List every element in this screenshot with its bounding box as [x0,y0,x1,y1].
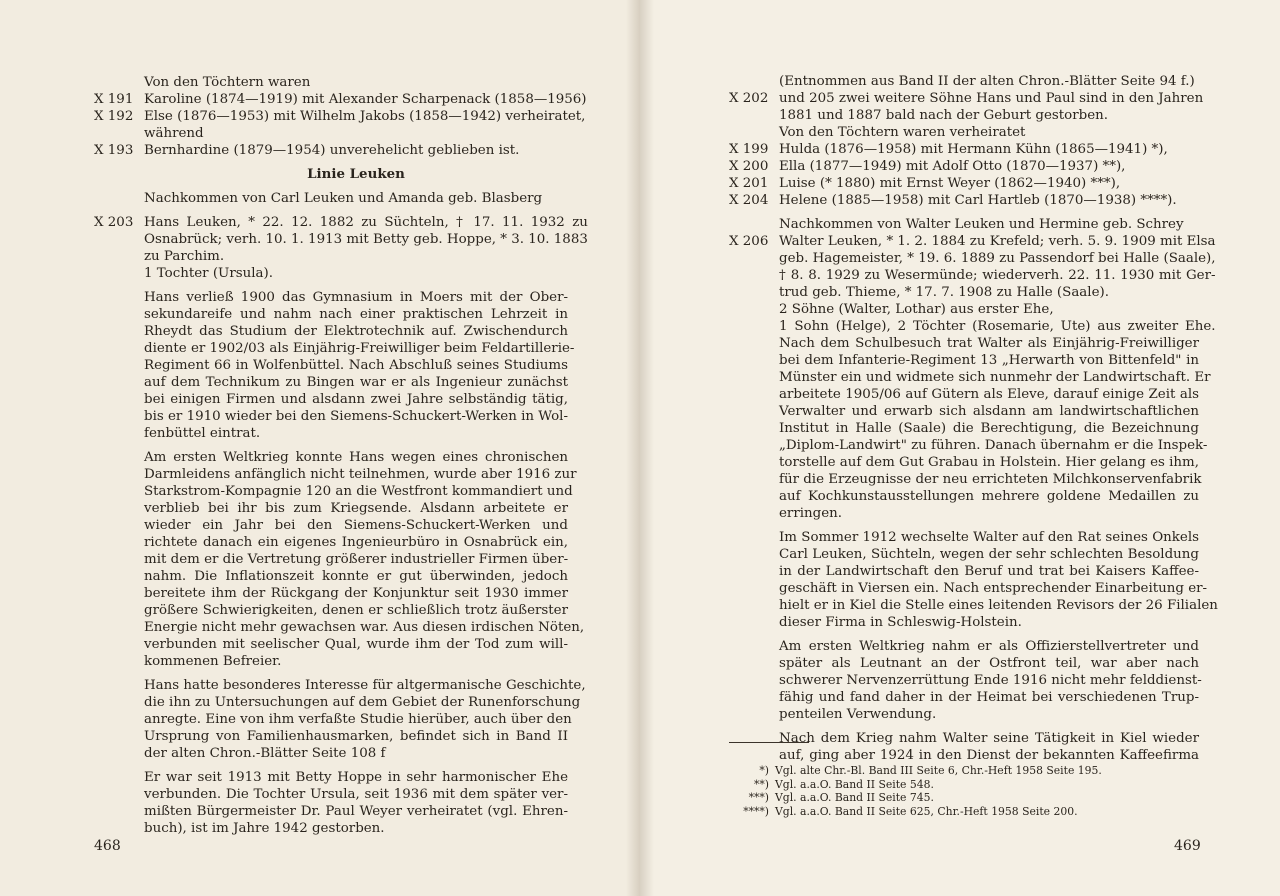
text-line: Hans Leuken, * 22. 12. 1882 zu Süchteln, † 17. 11. 1932 zu [144,215,588,230]
paragraph [779,529,1218,631]
entry-text: Helene (1885—1958) mit Carl Hartleb (1870—1938) ****). [779,193,1177,208]
paragraph [144,289,575,442]
text-line: auf dem Technikum zu Bingen war er als Ingenieur zunächst [144,375,568,390]
text-line: Energie nicht mehr gewachsen war. Aus diesen irdischen Nöten, [144,620,585,635]
text-line: fähig und fand daher in der Heimat bei verschiedenen Trup- [779,690,1199,705]
text-line: Im Sommer 1912 wechselte Walter auf den Rat seines Onkels [779,530,1199,545]
text-line: und 205 zwei weitere Söhne Hans und Paul sind in den Jahren [779,91,1204,106]
footnote-mark: ****) [743,804,769,818]
text-line: bereitete ihm der Rückgang der Konjunktur seit 1930 immer [144,586,568,601]
text-line: Walter Leuken, * 1. 2. 1884 zu Krefeld; verh. 5. 9. 1909 mit Elsa [779,234,1216,249]
daughter-entry [94,108,586,142]
text-line: arbeitete 1905/06 auf Gütern als Eleve, darauf einige Zeit als [779,387,1199,402]
text-line: Karoline (1874—1919) mit Alexander Scharpenack (1858—1956) [144,92,587,107]
text-line: verbunden. Die Tochter Ursula, seit 1936 mit dem später ver- [144,787,568,802]
text-line: 1 Tochter (Ursula). [144,266,273,281]
biography [729,335,1218,764]
footnote-text: Vgl. a.a.O. Band II Seite 745. [775,791,934,805]
daughters-list [94,91,587,159]
text-line: Am ersten Weltkrieg nahm er als Offizierstellvertreter und [779,639,1199,654]
footnote [729,805,1199,819]
text-line: † 8. 8. 1929 zu Wesermünde; wiederverh. 22. 11. 1930 mit Ger- [779,268,1216,283]
text-line: hielt er in Kiel die Stelle eines leitenden Revisors der 26 Filialen [779,598,1218,613]
text-line: zu Parchim. [144,249,225,264]
text-line: der alten Chron.-Blätter Seite 108 f [144,746,386,761]
text-line: Starkstrom-Kompagnie 120 an die Westfront kommandiert und [144,484,573,499]
text-line: kommenen Befreier. [144,654,282,669]
paragraph [779,335,1211,522]
text-line: während [144,126,204,141]
text-line: richtete danach ein eigenes Ingenieurbüro in Osnabrück ein, [144,535,568,550]
footnote [729,764,1199,778]
text-line: später als Leutnant an der Ostfront teil, war aber nach [779,656,1199,671]
text-line: Nach dem Krieg nahm Walter seine Tätigkeit in Kiel wieder [779,731,1199,746]
entry-number: X 206 [729,234,769,249]
text-line: größere Schwierigkeiten, denen er schließlich trotz äußerster [144,603,568,618]
text-line: diente er 1902/03 als Einjährig-Freiwilliger beim Feldartillerie- [144,341,575,356]
paragraph [144,769,568,837]
entry-x206 [729,233,1216,335]
text-line: anregte. Eine von ihm verfaßte Studie hierüber, auch über den [144,712,572,727]
text-line: Hans verließ 1900 das Gymnasium in Moers mit der Ober- [144,290,568,305]
text-line: geb. Hagemeister, * 19. 6. 1889 zu Passendorf bei Halle (Saale), [779,251,1216,266]
text-line: Institut in Halle (Saale) die Berechtigung, die Bezeichnung [779,421,1199,436]
entry-number: X 199 [729,142,769,157]
page-number: 468 [94,838,121,854]
text-line: mißten Bürgermeister Dr. Paul Weyer verheiratet (vgl. Ehren- [144,804,568,819]
daughter-entry [94,142,568,159]
entry-text [144,142,568,159]
text-line: Verwalter und erwarb sich alsdann am landwirtschaftlichen [779,404,1199,419]
daughter-entry [729,175,1199,192]
footnote-mark: *) [759,764,769,777]
text-line: Bernhardine (1879—1954) unverehelicht geblieben ist. [144,143,520,158]
text-line: geschäft in Viersen ein. Nach entsprechender Einarbeitung er- [779,581,1208,596]
entry-number: X 204 [729,193,769,208]
text-line: Hans hatte besonderes Interesse für altgermanische Geschichte, [144,678,586,693]
entry-x203 [94,214,588,282]
paragraph [779,730,1199,764]
text-line: dieser Firma in Schleswig-Holstein. [779,615,1022,630]
text-line: bei dem Infanterie-Regiment 13 „Herwarth von Bittenfeld" in [779,353,1199,368]
daughter-entry [729,158,1199,175]
text-line: Else (1876—1953) mit Wilhelm Jakobs (1858—1942) verheiratet, [144,109,586,124]
descendants-line: Nachkommen von Carl Leuken und Amanda geb. Blasberg [144,191,543,206]
page-number: 469 [1174,838,1201,854]
entry-text: Luise (* 1880) mit Ernst Weyer (1862—1940) ***), [779,176,1121,191]
text-line: trud geb. Thieme, * 17. 7. 1908 zu Halle (Saale). [779,285,1109,300]
text-line: Münster ein und widmete sich nunmehr der Landwirtschaft. Er [779,370,1211,385]
entry-number: X 193 [94,143,134,158]
paragraph [144,449,585,670]
entry-text: Ella (1877—1949) mit Adolf Otto (1870—1937) **), [779,159,1126,174]
text-line: Rheydt das Studium der Elektrotechnik auf. Zwischendurch [144,324,568,339]
daughter-entry [729,141,1199,158]
paragraph [779,638,1202,723]
daughters-list [729,141,1199,209]
text-line: in der Landwirtschaft den Beruf und trat bei Kaisers Kaffee- [779,564,1199,579]
footnote-text: Vgl. a.a.O. Band II Seite 548. [775,777,934,791]
daughters-intro: Von den Töchtern waren verheiratet [779,125,1026,140]
text-line: sekundareife und nahm nach einer praktischen Lehrzeit in [144,307,568,322]
right-page [640,0,1280,896]
text-line: bei einigen Firmen und alsdann zwei Jahre selbständig tätig, [144,392,568,407]
entry-number: X 192 [94,109,134,124]
text-line: Darmleidens anfänglich nicht teilnehmen, wurde aber 1916 zur [144,467,577,482]
footnote [729,791,1199,805]
entry-number: X 201 [729,176,769,191]
entry-number: X 203 [94,215,134,230]
entry-number: X 191 [94,92,134,107]
text-line: für die Erzeugnisse der neu errichteten Milchkonservenfabrik [779,472,1202,487]
footnote-mark: **) [753,777,769,791]
left-page-text [94,74,588,837]
entry-x202 [729,90,1204,124]
daughter-entry [729,192,1199,209]
text-line: fenbüttel eintrat. [144,426,261,441]
daughters-intro: Von den Töchtern waren [144,75,311,90]
text-line: „Diplom-Landwirt" zu führen. Danach übernahm er die Inspek- [779,438,1208,453]
text-line: 2 Söhne (Walter, Lothar) aus erster Ehe, [779,302,1054,317]
entry-text: Hulda (1876—1958) mit Hermann Kühn (1865—1941) *), [779,142,1168,157]
text-line: Er war seit 1913 mit Betty Hoppe in sehr harmonischer Ehe [144,770,568,785]
source-line: (Entnommen aus Band II der alten Chron.-Blätter Seite 94 f.) [779,74,1195,89]
daughter-entry [94,91,587,108]
text-line: Ursprung von Familienhausmarken, befindet sich in Band II [144,729,568,744]
entry-text [144,91,587,108]
footnote-text: Vgl. alte Chr.-Bl. Band III Seite 6, Chr.-Heft 1958 Seite 195. [775,764,1102,777]
text-line: nahm. Die Inflationszeit konnte er gut überwinden, jedoch [144,569,568,584]
text-line: Regiment 66 in Wolfenbüttel. Nach Abschluß seines Studiums [144,358,568,373]
text-line: die ihn zu Untersuchungen auf dem Gebiet der Runenforschung [144,695,581,710]
text-line: auf, ging aber 1924 in den Dienst der bekannten Kaffeefirma [779,748,1199,763]
entry-text [144,108,585,142]
text-line: Nach dem Schulbesuch trat Walter als Einjährig-Freiwilliger [779,336,1199,351]
book-gutter [626,0,654,896]
text-line: mit dem er die Vertretung größerer industrieller Firmen über- [144,552,569,567]
text-line: bis er 1910 wieder bei den Siemens-Schuckert-Werken in Wol- [144,409,568,424]
text-line: buch), ist im Jahre 1942 gestorben. [144,821,385,836]
text-line: Osnabrück; verh. 10. 1. 1913 mit Betty geb. Hoppe, * 3. 10. 1883 [144,232,588,247]
entry-text [779,233,1216,335]
footnote-mark: ***) [748,791,769,805]
footnote-rule [729,742,809,743]
text-line: torstelle auf dem Gut Grabau in Holstein. Hier gelang es ihm, [779,455,1199,470]
section-heading: Linie Leuken [307,166,405,182]
footnotes [729,764,1199,818]
footnote [729,778,1199,792]
text-line: Am ersten Weltkrieg konnte Hans wegen eines chronischen [144,450,568,465]
text-line: schwerer Nervenzerrüttung Ende 1916 nicht mehr felddienst- [779,673,1202,688]
text-line: wieder ein Jahr bei den Siemens-Schuckert-Werken und [144,518,568,533]
descendants-line: Nachkommen von Walter Leuken und Hermine geb. Schrey [779,217,1184,232]
text-line: verblieb bei ihr bis zum Kriegsende. Alsdann arbeitete er [144,501,568,516]
text-line: 1 Sohn (Helge), 2 Töchter (Rosemarie, Ute) aus zweiter Ehe. [779,319,1216,334]
right-page-text [729,73,1218,764]
entry-text [144,214,588,282]
entry-text [779,90,1203,124]
entry-number: X 200 [729,159,769,174]
text-line: auf Kochkunstausstellungen mehrere goldene Medaillen zu [779,489,1199,504]
paragraph [144,677,586,762]
text-line: erringen. [779,506,843,521]
entry-number: X 202 [729,91,769,106]
text-line: penteilen Verwendung. [779,707,937,722]
biography [94,289,586,837]
text-line: verbunden mit seelischer Qual, wurde ihm der Tod zum will- [144,637,568,652]
footnote-text: Vgl. a.a.O. Band II Seite 625, Chr.-Heft 1958 Seite 200. [775,804,1078,818]
text-line: 1881 und 1887 bald nach der Geburt gestorben. [779,108,1108,123]
text-line: Carl Leuken, Süchteln, wegen der sehr schlechten Besoldung [779,547,1199,562]
